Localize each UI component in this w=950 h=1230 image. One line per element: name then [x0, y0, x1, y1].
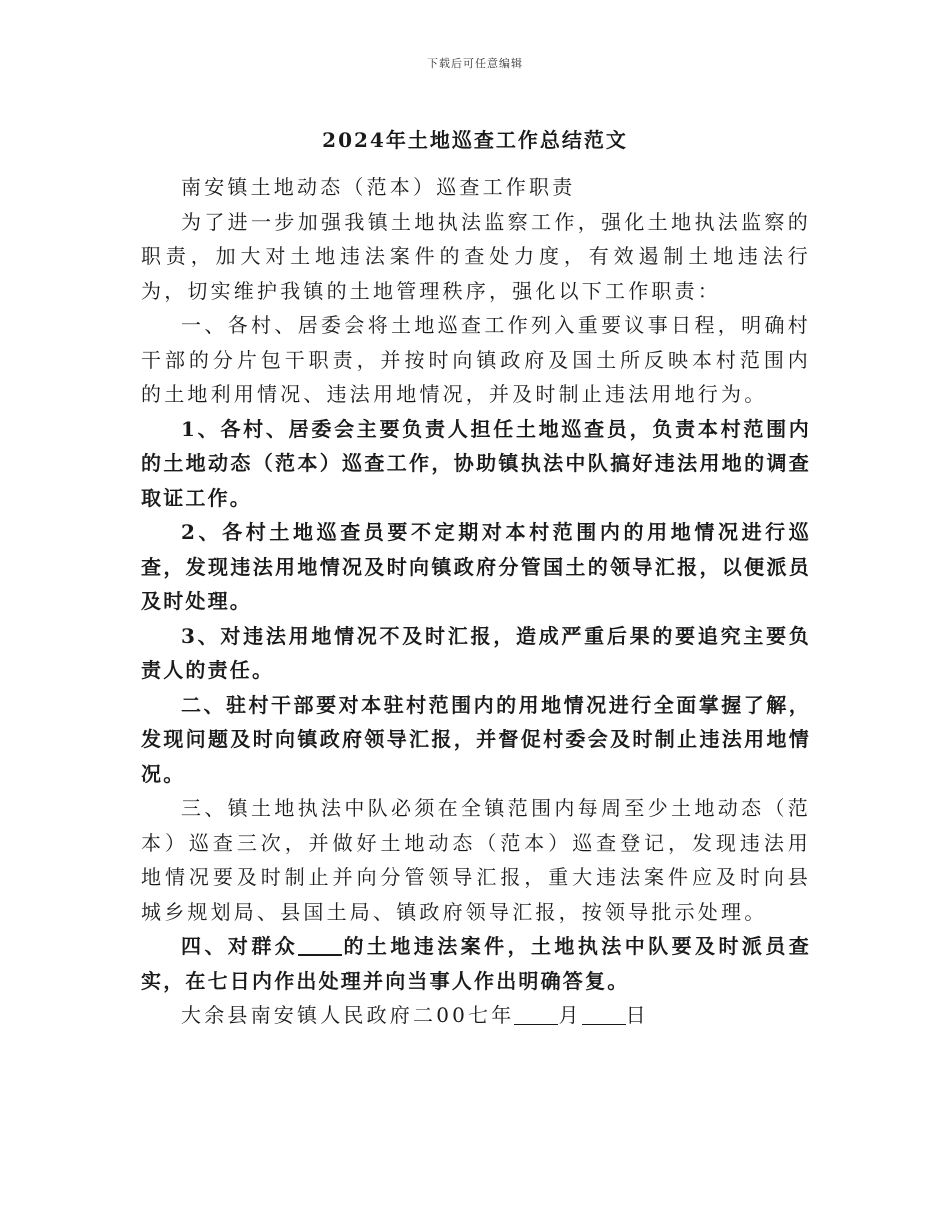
- signature-month: 月: [558, 1003, 582, 1027]
- document-title: 2024年土地巡查工作总结范文: [322, 128, 628, 152]
- signature-day: 日: [625, 1003, 649, 1027]
- document-body: [141, 170, 811, 1033]
- paragraph-item-3: 3、对违法用地情况不及时汇报，造成严重后果的要追究主要负责人的责任。: [141, 623, 811, 682]
- paragraph-section-3: 三、镇土地执法中队必须在全镇范围内每周至少土地动态（范本）巡查三次，并做好土地动态（范本）巡查登记，发现违法用地情况要及时制止并向分管领导汇报，重大违法案件应及时向县城乡规划局、县国土局、镇政府领导汇报，按领导批示处理。: [141, 796, 811, 924]
- paragraph-intro: 为了进一步加强我镇土地执法监察工作，强化土地执法监察的职责，加大对土地违法案件的查处力度，有效遏制土地违法行为，切实维护我镇的土地管理秩序，强化以下工作职责：: [141, 209, 811, 303]
- paragraph-item-2: 2、各村土地巡查员要不定期对本村范围内的用地情况进行巡查，发现违法用地情况及时向镇政府分管国土的领导汇报，以便派员及时处理。: [141, 520, 811, 613]
- signature-org-year: 大余县南安镇人民政府二00七年: [181, 1003, 515, 1027]
- signature-line: [141, 998, 811, 1033]
- paragraph-section-4: [141, 929, 811, 998]
- header-note: 下载后可任意编辑: [427, 57, 523, 70]
- paragraph-section-2: 二、驻村干部要对本驻村范围内的用地情况进行全面掌握了解，发现问题及时向镇政府领导汇报，并督促村委会及时制止违法用地情况。: [141, 692, 811, 786]
- paragraph-section-4-start: 四、对群众: [181, 934, 299, 958]
- day-blank: [582, 1004, 626, 1025]
- paragraph-subtitle: 南安镇土地动态（范本）巡查工作职责: [181, 175, 576, 199]
- fill-in-blank: [298, 934, 342, 956]
- paragraph-section-4-end: 的土地违法案件，土地执法中队要及时派员查实，在七日内作出处理并向当事人作出明确答复。: [141, 934, 812, 993]
- paragraph-item-1: 1、各村、居委会主要负责人担任土地巡查员，负责本村范围内的土地动态（范本）巡查工作，协助镇执法中队搞好违法用地的调查取证工作。: [141, 416, 811, 510]
- paragraph-section-1: 一、各村、居委会将土地巡查工作列入重要议事日程，明确村干部的分片包干职责，并按时向镇政府及国土所反映本村范围内的土地利用情况、违法用地情况，并及时制止违法用地行为。: [141, 313, 811, 406]
- month-blank: [514, 1004, 558, 1025]
